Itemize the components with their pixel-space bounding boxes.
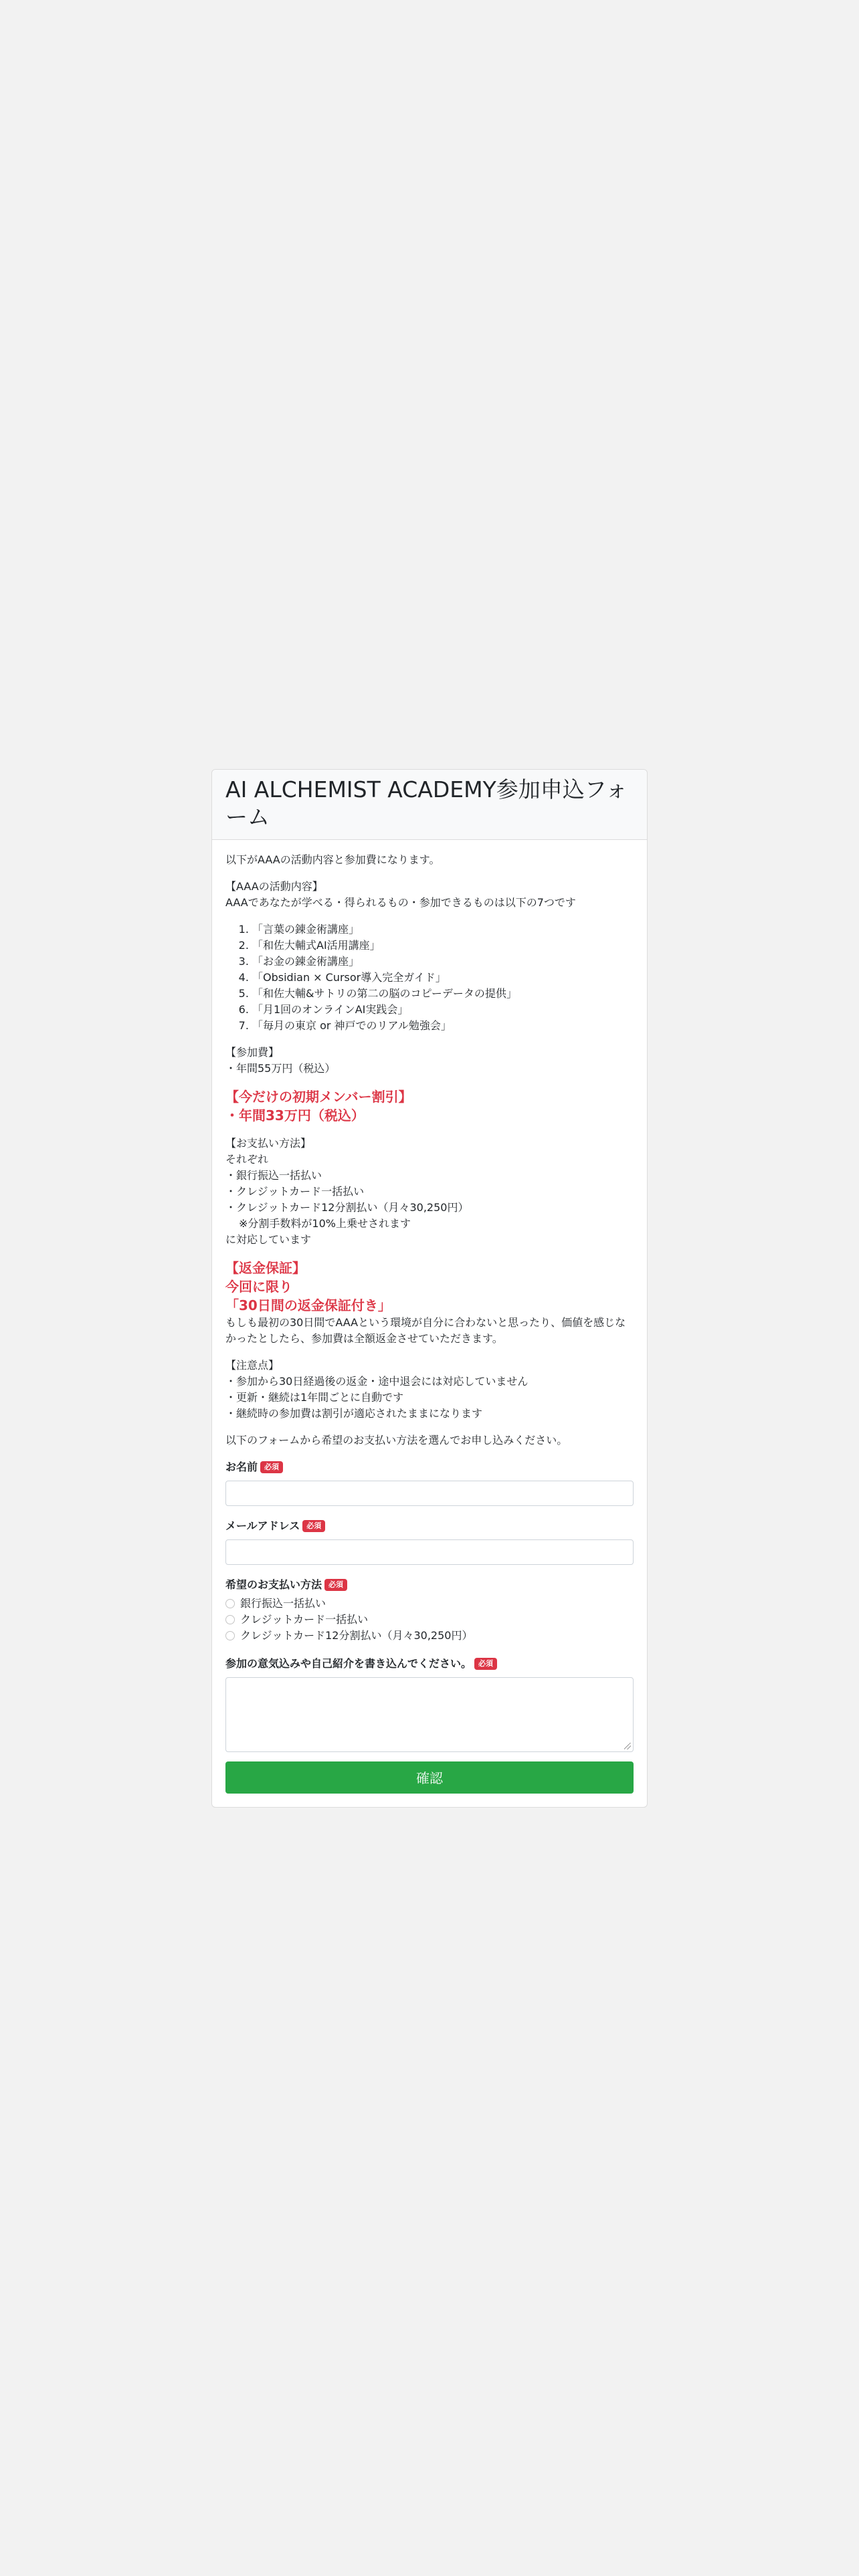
list-item: 3. 「お金の錬金術講座」	[252, 954, 634, 970]
guarantee-title: 「30日間の返金保証付き」	[225, 1297, 391, 1313]
intro-text: 以下がAAAの活動内容と参加費になります。	[225, 853, 440, 866]
list-item: 4. 「Obsidian × Cursor導入完全ガイド」	[252, 970, 634, 986]
card-header	[212, 770, 647, 840]
promo-heading: 【今だけの初期メンバー割引】	[225, 1088, 412, 1105]
application-form-card	[211, 769, 648, 1808]
guarantee-heading: 【返金保証】	[225, 1259, 306, 1276]
required-badge: 必須	[260, 1461, 283, 1473]
payment-option-bank[interactable]	[225, 1596, 634, 1612]
required-badge: 必須	[474, 1658, 497, 1670]
fee-line: ・年間55万円（税込）	[225, 1061, 336, 1075]
payment-heading: 【お支払い方法】	[225, 1136, 312, 1150]
payment-option-label: クレジットカード一括払い	[240, 1612, 369, 1626]
note-item: ・更新・継続は1年間ごとに自動です	[225, 1390, 404, 1404]
form-instruction: 以下のフォームから希望のお支払い方法を選んでお申し込みください。	[225, 1433, 568, 1446]
required-badge: 必須	[324, 1579, 347, 1591]
email-field-group	[225, 1518, 634, 1565]
activities-section	[225, 879, 634, 911]
guarantee-text: もしも最初の30日間でAAAという環境が自分に合わないと思ったり、価値を感じなかったとしたら、参加費は全額返金させていただきます。	[225, 1315, 626, 1345]
payment-lead: それぞれ	[225, 1152, 269, 1166]
required-badge: 必須	[302, 1520, 325, 1532]
email-label-text: メールアドレス	[225, 1519, 300, 1532]
notes-heading: 【注意点】	[225, 1358, 280, 1372]
confirm-button[interactable]: 確認	[225, 1761, 634, 1794]
fee-section	[225, 1045, 634, 1077]
activities-lead: AAAであなたが学べる・得られるもの・参加できるものは以下の7つです	[225, 895, 576, 909]
promo-section	[225, 1087, 634, 1125]
list-item: 2. 「和佐大輔式AI活用講座」	[252, 938, 634, 954]
promo-price: ・年間33万円（税込）	[225, 1107, 365, 1123]
payment-option-card-installment[interactable]	[225, 1628, 634, 1644]
card-body	[212, 840, 647, 1807]
list-item: 6. 「月1回のオンラインAI実践会」	[252, 1002, 634, 1018]
message-textarea[interactable]	[225, 1677, 634, 1752]
payment-section	[225, 1136, 634, 1248]
list-item: 7. 「毎月の東京 or 神戸でのリアル勉強会」	[252, 1018, 634, 1034]
payment-option-label: 銀行振込一括払い	[240, 1596, 326, 1610]
note-item: ・参加から30日経過後の返金・途中退会には対応していません	[225, 1374, 529, 1388]
notes-section	[225, 1358, 634, 1422]
radio-button[interactable]	[225, 1631, 235, 1640]
page-title: AI ALCHEMIST ACADEMY参加申込フォーム	[225, 776, 628, 830]
name-field-group	[225, 1459, 634, 1506]
resize-handle-icon[interactable]	[624, 1743, 631, 1749]
payment-method-group	[225, 1577, 634, 1644]
payment-method-label	[225, 1577, 634, 1593]
guarantee-heading-block	[225, 1259, 634, 1315]
message-field-group	[225, 1656, 634, 1752]
fee-heading: 【参加費】	[225, 1045, 280, 1059]
payment-line: ・銀行振込一括払い	[225, 1168, 322, 1182]
radio-button[interactable]	[225, 1615, 235, 1624]
payment-tail: に対応しています	[225, 1232, 312, 1246]
list-item: 1. 「言葉の錬金術講座」	[252, 922, 634, 938]
name-label-text: お名前	[225, 1460, 258, 1473]
payment-line: ・クレジットカード一括払い	[225, 1184, 365, 1198]
list-item: 5. 「和佐大輔&サトリの第二の脳のコピーデータの提供」	[252, 986, 634, 1002]
guarantee-subheading: 今回に限り	[225, 1278, 292, 1295]
activities-heading: 【AAAの活動内容】	[225, 879, 323, 893]
radio-button[interactable]	[225, 1599, 235, 1608]
note-item: ・継続時の参加費は割引が適応されたままになります	[225, 1406, 483, 1420]
name-label	[225, 1459, 634, 1475]
payment-option-label: クレジットカード12分割払い（月々30,250円）	[240, 1628, 473, 1642]
payment-option-card-lump[interactable]	[225, 1612, 634, 1628]
payment-line: ・クレジットカード12分割払い（月々30,250円）	[225, 1200, 469, 1214]
payment-method-label-text: 希望のお支払い方法	[225, 1578, 322, 1591]
message-label-text: 参加の意気込みや自己紹介を書き込んでください。	[225, 1656, 472, 1670]
payment-note: ※分割手数料が10%上乗せされます	[239, 1216, 411, 1230]
email-label	[225, 1518, 634, 1534]
name-input[interactable]	[225, 1481, 634, 1506]
activities-list	[225, 922, 634, 1034]
message-label	[225, 1656, 634, 1672]
email-input[interactable]	[225, 1539, 634, 1565]
